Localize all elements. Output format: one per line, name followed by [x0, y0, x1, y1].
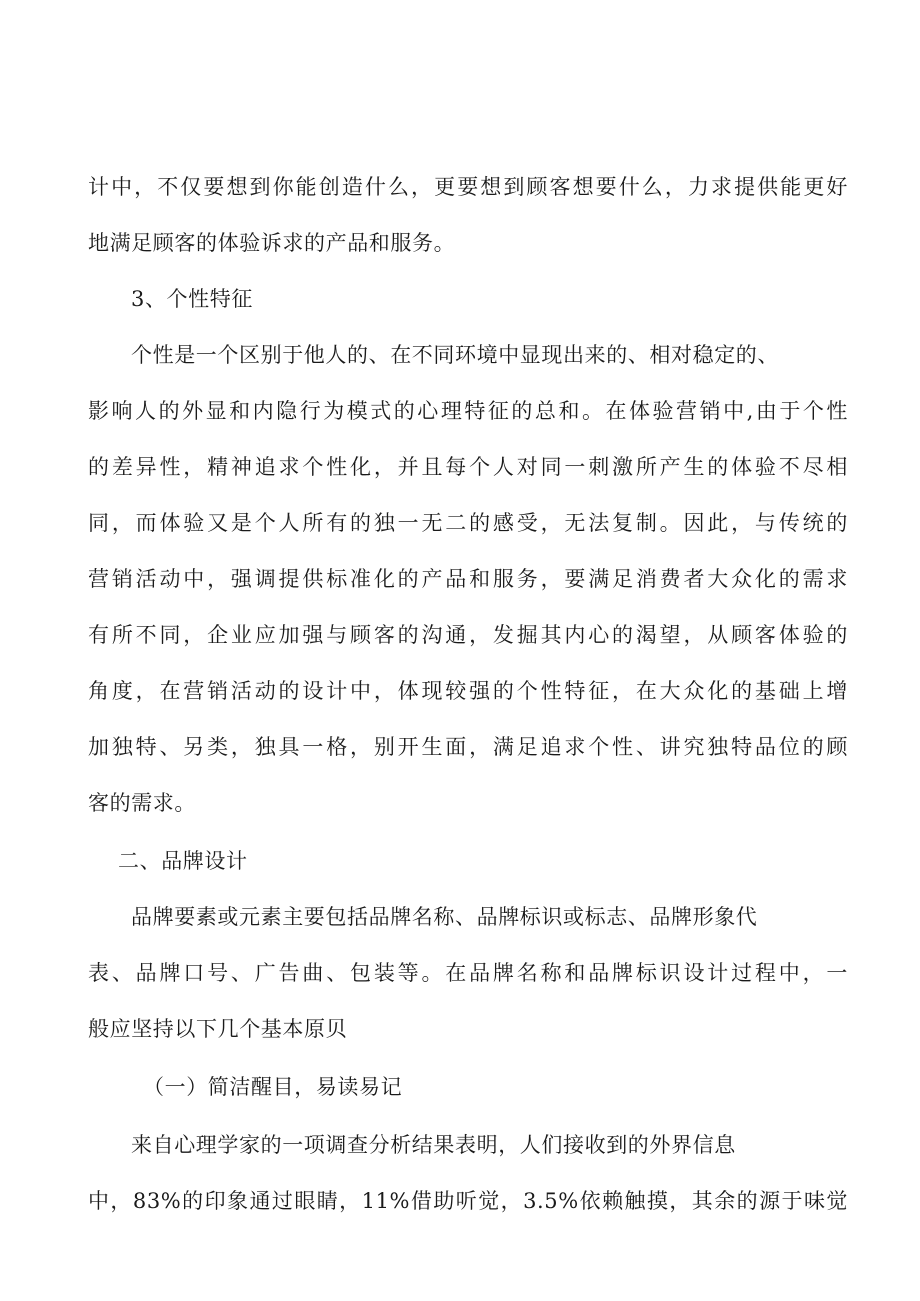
paragraph-line: 角度，在营销活动的设计中，体现较强的个性特征，在大众化的基础上增	[88, 679, 848, 703]
paragraph-line: 来自心理学家的一项调查分析结果表明，人们接收到的外界信息	[131, 1133, 736, 1157]
paragraph-line: 般应坚持以下几个基本原贝	[88, 1017, 348, 1041]
paragraph-line: 有所不同，企业应加强与顾客的沟通，发掘其内心的渴望，从顾客体验的	[88, 623, 848, 647]
paragraph-line: 营销活动中，强调提供标准化的产品和服务，要满足消费者大众化的需求	[88, 567, 848, 591]
section-heading: 二、品牌设计	[118, 849, 248, 873]
paragraph-line: 中，83%的印象通过眼睛，11%借助听觉，3.5%依赖触摸，其余的源于味觉	[88, 1189, 848, 1213]
paragraph-line: 计中，不仅要想到你能创造什么，更要想到顾客想要什么，力求提供能更好	[88, 175, 848, 199]
subsection-heading: 3、个性特征	[131, 287, 253, 311]
paragraph-line: 地满足顾客的体验诉求的产品和服务。	[88, 231, 456, 255]
paragraph-line: 同，而体验又是个人所有的独一无二的感受，无法复制。因此，与传统的	[88, 511, 848, 535]
paragraph-line: 影响人的外显和内隐行为模式的心理特征的总和。在体验营销中,由于个性	[88, 399, 848, 423]
principle-heading: （一）简洁醒目，易读易记	[143, 1075, 403, 1099]
paragraph-line: 表、品牌口号、广告曲、包装等。在品牌名称和品牌标识设计过程中，一	[88, 961, 848, 985]
paragraph-line: 的差异性，精神追求个性化，并且每个人对同一刺激所产生的体验不尽相	[88, 455, 848, 479]
paragraph-line: 品牌要素或元素主要包括品牌名称、品牌标识或标志、品牌形象代	[131, 905, 758, 929]
paragraph-line: 客的需求。	[88, 791, 196, 815]
paragraph-line: 个性是一个区别于他人的、在不同环境中显现出来的、相对稳定的、	[131, 343, 779, 367]
paragraph-line: 加独特、另类，独具一格，别开生面，满足追求个性、讲究独特品位的顾	[88, 735, 848, 759]
